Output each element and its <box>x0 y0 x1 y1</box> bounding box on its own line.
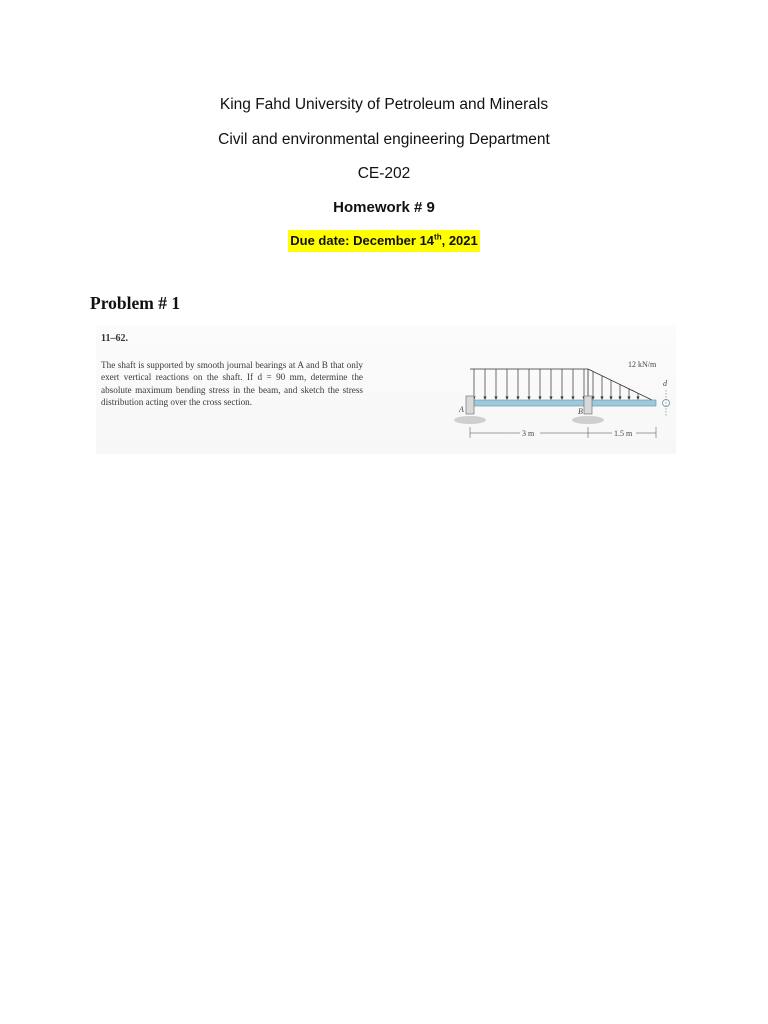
support-a-bearing <box>466 396 474 414</box>
support-b-ground <box>572 416 604 424</box>
support-a-ground <box>454 416 486 424</box>
department-name: Civil and environmental engineering Department <box>218 131 550 148</box>
problem-image <box>96 326 676 454</box>
load-arrow-head-8 <box>560 397 563 401</box>
load-arrow-head-3 <box>505 397 508 401</box>
problem-heading: Problem # 1 <box>90 293 181 313</box>
beam-diagram <box>452 326 676 454</box>
course-code: CE-202 <box>357 165 411 182</box>
due-date-year: , 2021 <box>441 233 478 248</box>
load-arrow-head-9 <box>571 397 574 401</box>
due-date-highlight <box>288 230 480 252</box>
support-b-bearing <box>584 396 592 414</box>
support-b-label: B <box>578 407 583 416</box>
problem-statement: The shaft is supported by smooth journal bearings at A and B that only exert vertical reactions on the shaft. If d = 90 mm, determine the absolute maximum bending stress in the beam, and sketch the stress distribution acting over the cross section. <box>101 360 363 408</box>
load-arrow-head-14 <box>618 397 621 401</box>
load-arrow-head-2 <box>494 397 497 401</box>
load-arrow-head-12 <box>600 397 603 401</box>
university-name: King Fahd University of Petroleum and Minerals <box>219 96 549 113</box>
load-arrow-head-1 <box>483 397 486 401</box>
overhang-length-label: 1.5 m <box>614 429 633 438</box>
load-arrow-head-4 <box>516 397 519 401</box>
distributed-load-arrows <box>472 369 639 400</box>
due-date-suffix: th <box>434 232 442 242</box>
load-intensity-label: 12 kN/m <box>628 360 657 369</box>
load-arrow-head-13 <box>609 397 612 401</box>
load-arrow-head-7 <box>549 397 552 401</box>
load-arrow-head-6 <box>538 397 541 401</box>
problem-number: 11–62. <box>101 333 128 344</box>
support-a-label: A <box>459 405 464 414</box>
span-ab-label: 3 m <box>522 429 535 438</box>
homework-title: Homework # 9 <box>333 199 435 216</box>
load-arrow-head-5 <box>527 397 530 401</box>
load-arrow-head-16 <box>636 397 639 401</box>
due-date-line <box>0 230 768 252</box>
load-arrow-head-15 <box>627 397 630 401</box>
due-date-prefix: Due date: December 14 <box>290 233 435 248</box>
shaft-beam <box>470 400 656 406</box>
diameter-label: d <box>663 379 667 388</box>
